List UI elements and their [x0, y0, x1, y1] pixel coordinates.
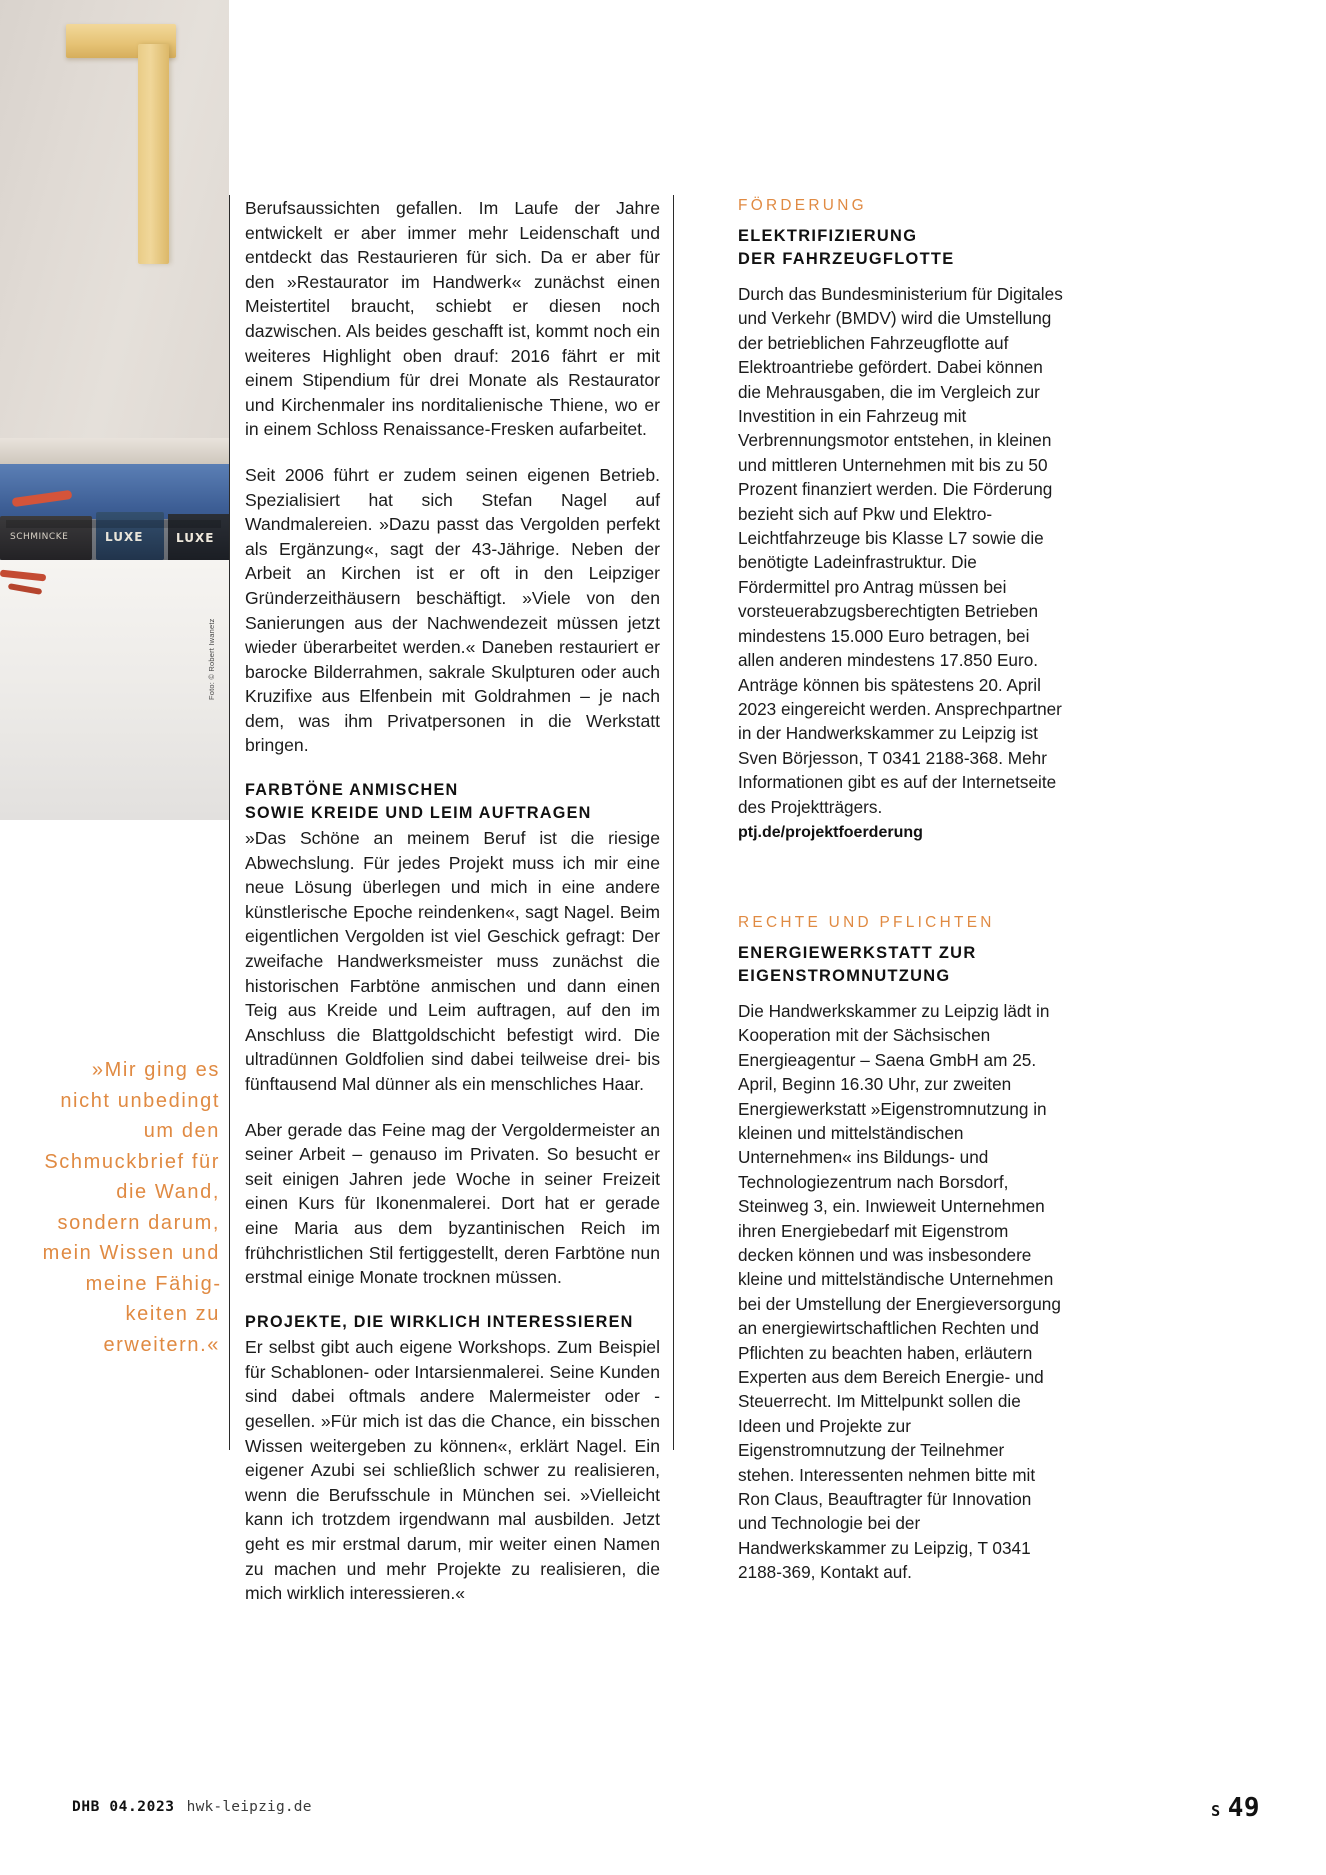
- sidebar-body: Die Handwerkskammer zu Leipzig lädt in Kooperation mit der Sächsischen Energieagentur – Saena GmbH am 25. April, Beginn 16.30 Uhr, zur zweiten Energiewerkstatt »Eigenstromnutzung in kleinen und mittelständischen Unternehmen« ins Bildungs- und Technologiezentrum nach Borsdorf, Steinweg 3, ein. Inwieweit Unternehmen ihren Energiebedarf mit Eigenstrom decken können und was insbesondere kleine und mittelständische Unternehmen bei der Umstellung der Energieversorgung an energiewirtschaftlichen Rechten und Pflichten zu beachten haben, erläutern Experten aus dem Bereich Energie- und Steuerrecht. Im Mittelpunkt sollen die Ideen und Projekte zur Eigenstromnutzung der Teilnehmer stehen. Interessenten nehmen bitte mit Ron Claus, Beauftragter für Innovation und Technologie bei der Handwerkskammer zu Leipzig, T 0341 2188-369, Kontakt auf.: [738, 1000, 1061, 1583]
- section-heading-line-2: SOWIE KREIDE UND LEIM AUFTRAGEN: [245, 803, 592, 822]
- article-photo: [0, 0, 229, 820]
- paint-box-3-label: LUXE: [176, 531, 215, 545]
- sidebar-heading: [738, 942, 1063, 988]
- section-body: Er selbst gibt auch eigene Workshops. Zum Beispiel für Schablonen- oder Intarsienmalerei. Seine Kunden sind dabei oftmals andere Malermeister oder -gesellen. »Für mich ist das die Chance, ein bisschen Wissen weitergeben zu können«, erklärt Nagel. Ein eigener Azubi sei schließlich schwer zu realisieren, wenn die Berufsschule in München sei. »Vielleicht kann ich trotzdem irgendwann mal ausbilden. Jetzt geht es mir erstmal darum, mir weiter einen Namen zu machen und mehr Projekte zu realisieren, die mich wirklich interessieren.«: [245, 1337, 660, 1604]
- section-heading: [245, 779, 660, 824]
- sidebar-heading-line-1: ELEKTRIFIZIERUNG: [738, 227, 918, 245]
- sidebar-heading-line-2: EIGENSTROMNUTZUNG: [738, 966, 951, 985]
- footer-page-prefix: S: [1211, 1802, 1221, 1820]
- photo-gold-frame: [66, 24, 176, 264]
- footer-page-number: 49: [1227, 1793, 1260, 1823]
- photo-shelf: [0, 438, 229, 464]
- photo-tray: [6, 520, 221, 528]
- article-section: [245, 779, 660, 1097]
- main-article-column: [245, 196, 660, 1627]
- footer-url[interactable]: hwk-leipzig.de: [186, 1799, 312, 1815]
- column-rule-left: [229, 195, 230, 1450]
- article-section: [245, 1311, 660, 1606]
- sidebar-heading-line-1: ENERGIEWERKSTATT ZUR: [738, 943, 977, 962]
- footer-issue: DHB 04.2023: [72, 1799, 175, 1815]
- sidebar-heading-line-2: DER FAHRZEUGFLOTTE: [738, 250, 955, 268]
- sidebar-kicker: RECHTE UND PFLICHTEN: [738, 913, 995, 931]
- sidebar-body: Durch das Bundesministerium für Digitales und Verkehr (BMDV) wird die Umstellung der betrieblichen Fahrzeugflotte auf Elektroantriebe gefördert. Dabei können die Mehrausgaben, die im Vergleich zur Investition in ein Fahrzeug mit Verbrennungsmotor entstehen, in kleinen und mittleren Unternehmen mit bis zu 50 Prozent finanziert werden. Die Förderung bezieht sich auf Pkw und Elektro-Leichtfahrzeuge bis Klasse L7 sowie die benötigte Ladeinfrastruktur. Die Fördermittel pro Antrag müssen bei vorsteuerabzugsberechtigten Betrieben mindestens 15.000 Euro betragen, bei allen anderen mindestens 17.850 Euro. Anträge können bis spätestens 20. April 2023 eingereicht werden. Ansprechpartner in der Handwerkskammer zu Leipzig ist Sven Börjesson, T 0341 2188-368. Mehr Informationen gibt es auf der Internetseite des Projektträgers.: [738, 284, 1063, 817]
- column-rule-right: [673, 195, 674, 1450]
- footer-left: [72, 1799, 312, 1815]
- photo-credit: Foto: © Robert Iwanetz: [207, 618, 216, 700]
- article-paragraph: Aber gerade das Feine mag der Vergoldermeister an seiner Arbeit – genauso im Privaten. So besucht er seit einigen Jahren jede Woche in seiner Freizeit einen Kurs für Ikonenmalerei. Dort hat er gerade eine Maria aus dem byzantinischen Reich im frühchristlichen Stil fertiggestellt, deren Farbtöne nun erstmal einige Monate trocknen müssen.: [245, 1119, 660, 1288]
- sidebar-column: [738, 196, 1063, 1585]
- article-paragraph: Berufsaussichten gefallen. Im Laufe der Jahre entwickelt er aber immer mehr Leidenschaft und entdeckt das Restaurieren für sich. Da er aber für den »Restaurator im Handwerk« zunächst einen Meistertitel braucht, schiebt er diesen noch dazwischen. Als beides geschafft ist, kommt noch ein weiteres Highlight oben drauf: 2016 fährt er mit einem Stipendium für drei Monate als Restaurator und Kirchenmaler ins norditalienische Thiene, wo er in einem Schloss Renaissance-Fresken aufarbeitet.: [245, 198, 660, 440]
- sidebar-block-foerderung: [738, 196, 1063, 845]
- sidebar-link[interactable]: ptj.de/projektfoerderung: [738, 823, 923, 841]
- frame-side-bar: [138, 44, 169, 264]
- sidebar-heading: [738, 225, 1063, 271]
- footer-right: [1211, 1793, 1260, 1823]
- section-heading-line-1: FARBTÖNE ANMISCHEN: [245, 781, 459, 800]
- photo-table: [0, 560, 229, 820]
- section-heading: PROJEKTE, DIE WIRKLICH INTERESSIEREN: [245, 1312, 634, 1331]
- pull-quote: »Mir ging es nicht unbedingt um den Schmuckbrief für die Wand, sondern darum, mein Wissen und meine Fähigkeiten zu erweitern.«: [42, 1059, 220, 1356]
- paint-box-2-label: LUXE: [105, 530, 144, 544]
- paint-box-1-label: SCHMINCKE: [10, 532, 69, 542]
- sidebar-kicker: FÖRDERUNG: [738, 197, 867, 214]
- section-body: »Das Schöne an meinem Beruf ist die riesige Abwechslung. Für jedes Projekt muss ich mir eine neue Lösung überlegen und mich in eine andere künstlerische Epoche reindenken«, sagt Nagel. Beim eigentlichen Vergolden ist viel Geschick gefragt: Der zweifache Handwerksmeister muss zunächst die historischen Farbtöne anmischen und dann einen Teig aus Kreide und Leim auftragen, auf den im Anschluss die Blattgoldschicht befestigt wird. Die ultradünnen Goldfolien sind dabei teilweise drei- bis fünftausend Mal dünner als ein menschliches Haar.: [245, 828, 660, 1094]
- article-paragraph: Seit 2006 führt er zudem seinen eigenen Betrieb. Spezialisiert hat sich Stefan Nagel auf Wandmalereien. »Dazu passt das Vergolden perfekt als Ergänzung«, sagt der 43-Jährige. Neben der Arbeit an Kirchen ist er oft in den Leipziger Gründerzeithäusern beschäftigt. »Viele von den Sanierungen aus der Nachwendezeit müssen jetzt wieder überarbeitet werden.« Daneben restauriert er barocke Bilderrahmen, sakrale Skulpturen oder auch Kruzifixe aus Elfenbein mit Goldrahmen – je nach dem, was ihm Privatpersonen in die Werkstatt bringen.: [245, 464, 660, 756]
- sidebar-block-rechte-und-pflichten: [738, 913, 1063, 1585]
